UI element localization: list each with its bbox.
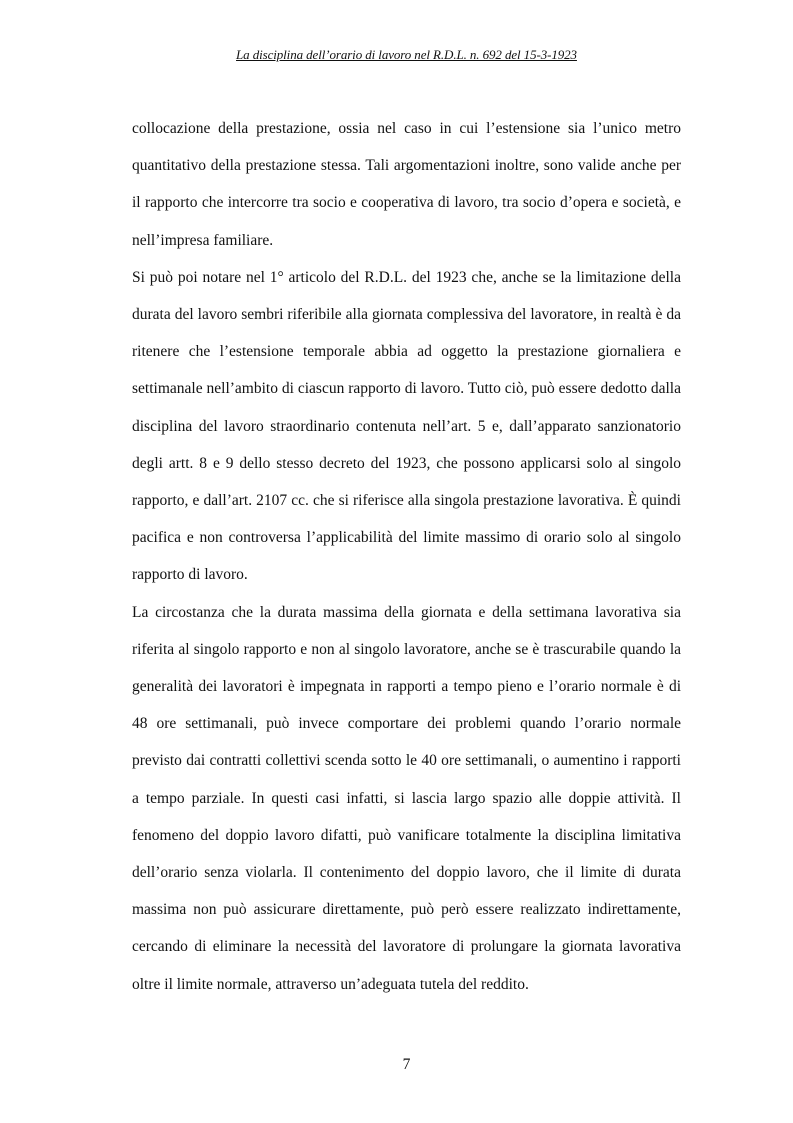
running-header: La disciplina dell’orario di lavoro nel R.D.L. n. 692 del 15-3-1923 <box>236 47 577 62</box>
page-number: 7 <box>402 1056 411 1073</box>
paragraph-3: La circostanza che la durata massima della giornata e della settimana lavorativa sia riferita al singolo rapporto e non al singolo lavoratore, anche se è trascurabile quando la generalità dei lavoratori è impegnata in rapporti a tempo pieno e l’orario normale è di 48 ore settimanali, può invece comportare dei problemi quando l’orario normale previsto dai contratti collettivi scenda sotto le 40 ore settimanali, o aumentino i rapporti a tempo parziale. In questi casi infatti, si lascia largo spazio alle doppie attività. Il fenomeno del doppio lavoro difatti, può vanificare totalmente la disciplina limitativa dell’orario senza violarla. Il contenimento del doppio lavoro, che il limite di durata massima non può assicurare direttamente, può però essere realizzato indirettamente, cercando di eliminare la necessità del lavoratore di prolungare la giornata lavorativa oltre il limite normale, attraverso un’adeguata tutela del reddito. <box>132 603 681 993</box>
paragraph-2: Si può poi notare nel 1° articolo del R.D.L. del 1923 che, anche se la limitazione della durata del lavoro sembri riferibile alla giornata complessiva del lavoratore, in realtà è da ritenere che l’estensione temporale abbia ad oggetto la prestazione giornaliera e settimanale nell’ambito di ciascun rapporto di lavoro. Tutto ciò, può essere dedotto dalla disciplina del lavoro straordinario contenuta nell’art. 5 e, dall’apparato sanzionatorio degli artt. 8 e 9 dello stesso decreto del 1923, che possono applicarsi solo al singolo rapporto, e dall’art. 2107 cc. che si riferisce alla singola prestazione lavorativa. È quindi pacifica e non controversa l’applicabilità del limite massimo di orario solo al singolo rapporto di lavoro. <box>132 268 681 584</box>
body-text <box>132 110 681 1003</box>
paragraph-1: collocazione della prestazione, ossia nel caso in cui l’estensione sia l’unico metro quantitativo della prestazione stessa. Tali argomentazioni inoltre, sono valide anche per il rapporto che intercorre tra socio e cooperativa di lavoro, tra socio d’opera e società, e nell’impresa familiare. <box>132 120 681 249</box>
